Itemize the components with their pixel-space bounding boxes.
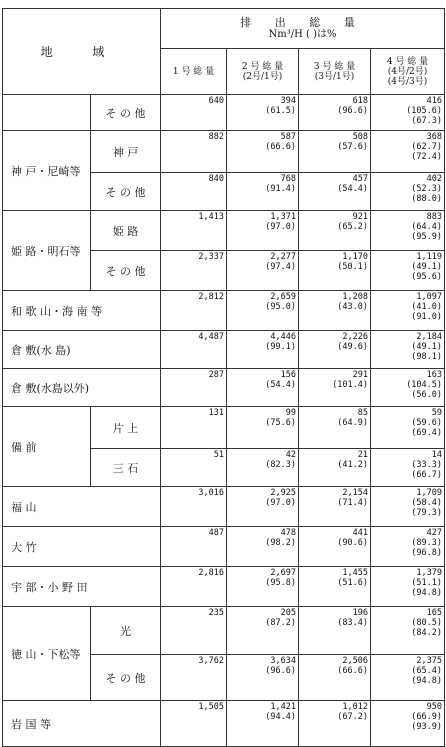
emission-header <box>161 9 445 49</box>
col1-value: 3,762 <box>161 655 227 701</box>
col4-value: 59 (59.6) (69.4) <box>371 407 445 449</box>
region-name: 神 戸・尼崎等 <box>3 131 91 211</box>
region-name: 徳 山・下松等 <box>3 607 91 701</box>
col2-value: 4,446 (99.1) <box>227 331 299 369</box>
col3-value: 291 (101.4) <box>299 369 371 407</box>
col3-value: 85 (64.9) <box>299 407 371 449</box>
region-name: 倉 敷(水 島) <box>3 331 161 369</box>
col2-value: 1,421 (94.4) <box>227 701 299 747</box>
col1-value: 2,812 <box>161 291 227 331</box>
region-cell <box>3 95 91 131</box>
col3-value: 21 (41.2) <box>299 449 371 487</box>
col2-value: 478 (98.2) <box>227 527 299 567</box>
region-name: 宇 部・小 野 田 <box>3 567 161 607</box>
region-name: 岩 国 等 <box>3 701 161 747</box>
col4-value: 165 (80.5) (84.2) <box>371 607 445 655</box>
col1-value: 640 <box>161 95 227 131</box>
table-row <box>3 369 445 407</box>
subregion-name: そ の 他 <box>91 173 161 211</box>
col2-value: 587 (66.6) <box>227 131 299 173</box>
subregion-name: そ の 他 <box>91 95 161 131</box>
col3-value: 441 (90.6) <box>299 527 371 567</box>
col4-value: 427 (89.3) (96.8) <box>371 527 445 567</box>
col2-value: 2,659 (95.0) <box>227 291 299 331</box>
table-row <box>3 331 445 369</box>
col4-value: 1,379 (51.1) (94.8) <box>371 567 445 607</box>
table-row <box>3 131 445 173</box>
table-row <box>3 407 445 449</box>
col3-value: 1,170 (50.1) <box>299 251 371 291</box>
col4-value: 2,184 (49.1) (98.1) <box>371 331 445 369</box>
table-row <box>3 211 445 251</box>
col2-header: 2 号 総 量 (2号/1号) <box>227 49 299 95</box>
col4-value: 14 (33.3) (66.7) <box>371 449 445 487</box>
col1-value: 131 <box>161 407 227 449</box>
region-name: 姫 路・明石等 <box>3 211 91 291</box>
subregion-name: 光 <box>91 607 161 655</box>
col1-value: 4,487 <box>161 331 227 369</box>
col2-value: 42 (82.3) <box>227 449 299 487</box>
subregion-name: そ の 他 <box>91 655 161 701</box>
col1-value: 3,016 <box>161 487 227 527</box>
col4-value: 2,375 (65.4) (94.8) <box>371 655 445 701</box>
col4-value: 163 (104.5) (56.0) <box>371 369 445 407</box>
col4-header: 4 号 総 量 (4号/2号) (4号/3号) <box>371 49 445 95</box>
region-name: 福 山 <box>3 487 161 527</box>
col2-value: 156 (54.4) <box>227 369 299 407</box>
col1-value: 51 <box>161 449 227 487</box>
col1-value: 487 <box>161 527 227 567</box>
region-name: 大 竹 <box>3 527 161 567</box>
col1-value: 287 <box>161 369 227 407</box>
table-row <box>3 607 445 655</box>
col3-value: 196 (83.4) <box>299 607 371 655</box>
col4-value: 402 (52.3) (88.0) <box>371 173 445 211</box>
col1-header: 1 号 総 量 <box>161 49 227 95</box>
subregion-name: 神 戸 <box>91 131 161 173</box>
col2-value: 205 (87.2) <box>227 607 299 655</box>
table-row <box>3 701 445 747</box>
col3-value: 1,208 (43.0) <box>299 291 371 331</box>
col4-value: 1,097 (41.0) (91.0) <box>371 291 445 331</box>
col4-value: 416 (105.6) (67.3) <box>371 95 445 131</box>
col4-value: 1,709 (58.4) (79.3) <box>371 487 445 527</box>
col1-value: 1,505 <box>161 701 227 747</box>
col3-value: 2,226 (49.6) <box>299 331 371 369</box>
col4-value: 950 (66.9) (93.9) <box>371 701 445 747</box>
col1-value: 840 <box>161 173 227 211</box>
emission-table <box>2 8 445 747</box>
col3-value: 508 (57.6) <box>299 131 371 173</box>
region-name: 和 歌 山・海 南 等 <box>3 291 161 331</box>
col3-value: 2,154 (71.4) <box>299 487 371 527</box>
region-header: 地 域 <box>3 9 161 95</box>
col3-value: 618 (96.6) <box>299 95 371 131</box>
col2-value: 3,634 (96.6) <box>227 655 299 701</box>
subregion-name: 三 石 <box>91 449 161 487</box>
col2-value: 768 (91.4) <box>227 173 299 211</box>
table-row <box>3 95 445 131</box>
col2-value: 2,697 (95.8) <box>227 567 299 607</box>
col4-value: 883 (64.4) (95.9) <box>371 211 445 251</box>
col2-value: 99 (75.6) <box>227 407 299 449</box>
col3-value: 921 (65.2) <box>299 211 371 251</box>
table-row <box>3 567 445 607</box>
table-row <box>3 527 445 567</box>
col1-value: 1,413 <box>161 211 227 251</box>
col2-value: 2,277 (97.4) <box>227 251 299 291</box>
subregion-name: 片 上 <box>91 407 161 449</box>
region-name: 備 前 <box>3 407 91 487</box>
col2-value: 1,371 (97.0) <box>227 211 299 251</box>
col1-value: 2,816 <box>161 567 227 607</box>
table-row <box>3 487 445 527</box>
col2-value: 2,925 (97.0) <box>227 487 299 527</box>
col3-value: 1,455 (51.6) <box>299 567 371 607</box>
col3-value: 1,012 (67.2) <box>299 701 371 747</box>
col3-value: 2,506 (66.6) <box>299 655 371 701</box>
col3-header: 3 号 総 量 (3号/1号) <box>299 49 371 95</box>
unit-label: Nm³/H ( )は% <box>268 29 337 40</box>
col1-value: 2,337 <box>161 251 227 291</box>
col1-value: 882 <box>161 131 227 173</box>
subregion-name: そ の 他 <box>91 251 161 291</box>
col1-value: 235 <box>161 607 227 655</box>
region-name: 倉 敷(水島以外) <box>3 369 161 407</box>
col3-value: 457 (54.4) <box>299 173 371 211</box>
table-row <box>3 291 445 331</box>
col4-value: 1,119 (49.1) (95.6) <box>371 251 445 291</box>
col2-value: 394 (61.5) <box>227 95 299 131</box>
col4-value: 368 (62.7) (72.4) <box>371 131 445 173</box>
emission-title: 排 出 総 量 <box>240 16 365 29</box>
subregion-name: 姫 路 <box>91 211 161 251</box>
